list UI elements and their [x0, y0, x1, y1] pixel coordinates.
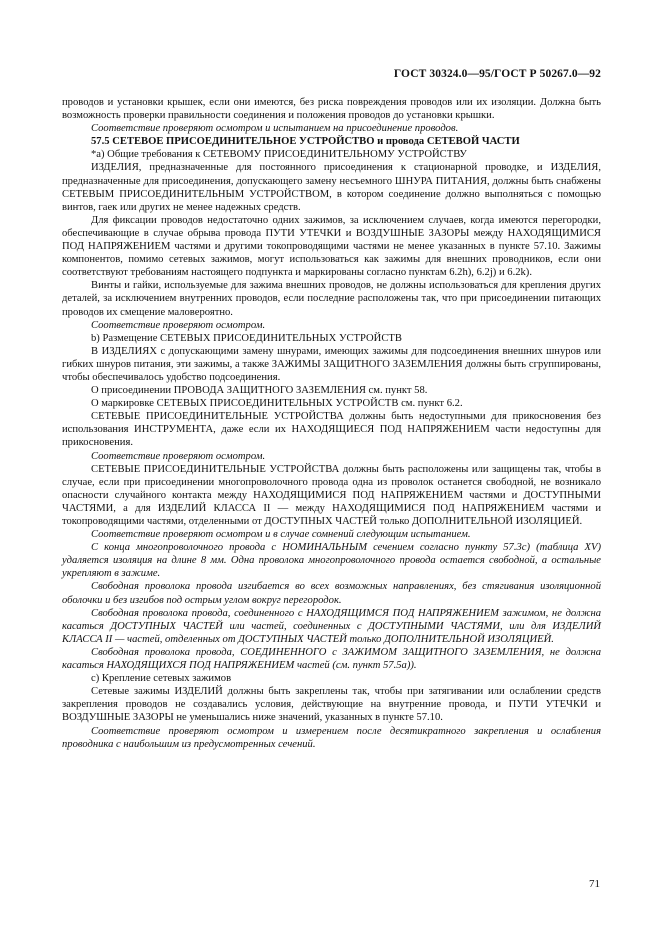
section-heading: 57.5 СЕТЕВОЕ ПРИСОЕДИНИТЕЛЬНОЕ УСТРОЙСТВО и провода СЕТЕВОЙ ЧАСТИ — [91, 136, 520, 148]
paragraph: Свободная проволока провода изгибается во всех возможных направлениях, без стягивания изоляционной оболочки и без изгибов под острым углом вокруг перегородок. — [62, 581, 601, 606]
paragraph: *а) Общие требования к СЕТЕВОМУ ПРИСОЕДИНИТЕЛЬНОМУ УСТРОЙСТВУ — [91, 149, 467, 161]
paragraph: Соответствие проверяют осмотром и измерением после десятикратного закрепления и ослабления проводника с наибольшим из предусмотренных сечений. — [62, 725, 601, 750]
paragraph: Свободная проволока провода, СОЕДИНЕННОГО с ЗАЖИМОМ ЗАЩИТНОГО ЗАЗЕМЛЕНИЯ, не должна касаться НАХОДЯЩИХСЯ ПОД НАПРЯЖЕНИЕМ частей (см. пункт 57.5а)). — [62, 646, 601, 672]
paragraph: С конца многопроволочного провода с НОМИНАЛЬНЫМ сечением согласно пункту 57.3с) (таблица XV) удаляется изоляция на длине 8 мм. Одна проволока многопроволочного провода остается свободной, а остальные укрепляют в зажиме. — [62, 542, 601, 580]
document-body — [62, 96, 601, 751]
paragraph: СЕТЕВЫЕ ПРИСОЕДИНИТЕЛЬНЫЕ УСТРОЙСТВА должны быть недоступными для прикосновения без использования ИНСТРУМЕНТА, даже если их НАХОДЯЩИЕСЯ ПОД НАПРЯЖЕНИЕМ части недоступны для прикосновения. — [62, 411, 601, 449]
paragraph: О маркировке СЕТЕВЫХ ПРИСОЕДИНИТЕЛЬНЫХ УСТРОЙСТВ см. пункт 6.2. — [91, 398, 463, 410]
standard-reference-header: ГОСТ 30324.0—95/ГОСТ Р 50267.0—92 — [393, 68, 601, 80]
paragraph: Свободная проволока провода, соединенного с НАХОДЯЩИМСЯ ПОД НАПРЯЖЕНИЕМ зажимом, не должна касаться ДОСТУПНЫХ ЧАСТЕЙ или частей, соединенных с ДОСТУПНЫМИ ЧАСТЯМИ, или для ИЗДЕЛИЙ КЛАССА II — частей, отделенных от ДОСТУПНЫХ ЧАСТЕЙ только ДОПОЛНИТЕЛЬНОЙ ИЗОЛЯЦИЕЙ. — [62, 607, 601, 645]
paragraph: проводов и установки крышек, если они имеются, без риска повреждения проводов или их изоляции. Должна быть возможность проверки правильности соединения и положения проводов до установки крышки. — [62, 97, 601, 122]
paragraph: Соответствие проверяют осмотром. — [91, 450, 266, 462]
paragraph: Для фиксации проводов недостаточно одних зажимов, за исключением случаев, когда имеются перегородки, обеспечивающие в случае обрыва провода ПУТИ УТЕЧКИ и ВОЗДУШНЫЕ ЗАЗОРЫ между НАХОДЯЩИМИСЯ ПОД НАПРЯЖЕНИЕМ частями и другими токопроводящими частями не менее указанных в пункте 57.10. Зажимы компонентов, помимо сетевых зажимов, могут использоваться как зажимы для внешних проводников, если они соответствуют требованиям настоящего подпункта и маркированы согласно пунктам 6.2h), 6.2j) и 6.2k). — [62, 214, 601, 279]
paragraph: О присоединении ПРОВОДА ЗАЩИТНОГО ЗАЗЕМЛЕНИЯ см. пункт 58. — [91, 385, 428, 397]
paragraph: Соответствие проверяют осмотром и испытанием на присоединение проводов. — [91, 123, 459, 135]
paragraph: Соответствие проверяют осмотром. — [91, 319, 266, 331]
paragraph: Соответствие проверяют осмотром и в случае сомнений следующим испытанием. — [91, 529, 471, 541]
paragraph: ИЗДЕЛИЯ, предназначенные для постоянного присоединения к стационарной проводке, и ИЗДЕЛИЯ, предназначенные для присоединения, допускающего замену несъемного ШНУРА ПИТАНИЯ, должны быть снабжены СЕТЕВЫМ ПРИСОЕДИНИТЕЛЬНЫМ УСТРОЙСТВОМ, в котором соединение должно выполняться с помощью винтов, гаек или других не менее надежных средств. — [62, 162, 601, 213]
paragraph: СЕТЕВЫЕ ПРИСОЕДИНИТЕЛЬНЫЕ УСТРОЙСТВА должны быть расположены или защищены так, чтобы в случае, если при присоединении многопроволочного провода одна из проволок останется свободной, не возникало опасности случайного контакта между НАХОДЯЩИМИСЯ ПОД НАПРЯЖЕНИЕМ частями и ДОСТУПНЫМИ ЧАСТЯМИ, а для ИЗДЕЛИЙ КЛАССА II — между НАХОДЯЩИМИСЯ ПОД НАПРЯЖЕНИЕМ частями и токопроводящими частями, отделенными от ДОСТУПНЫХ ЧАСТЕЙ только ДОПОЛНИТЕЛЬНОЙ ИЗОЛЯЦИЕЙ. — [62, 463, 601, 527]
paragraph: Сетевые зажимы ИЗДЕЛИЙ должны быть закреплены так, чтобы при затягивании или ослаблении средств закрепления проводов не создавались условия, действующие на внутренние провода, и ПУТИ УТЕЧКИ и ВОЗДУШНЫЕ ЗАЗОРЫ не уменьшались ниже значений, указанных в пункте 57.10. — [62, 686, 601, 724]
subsection-heading: с) Крепление сетевых зажимов — [91, 673, 232, 685]
paragraph: Винты и гайки, используемые для зажима внешних проводов, не должны использоваться для крепления других деталей, за исключением внутренних проводов, если последние расположены так, что при присоединении питающих проводов их смещение маловероятно. — [62, 280, 601, 318]
paragraph: В ИЗДЕЛИЯХ с допускающими замену шнурами, имеющих зажимы для подсоединения внешних шнуров или гибких шнуров питания, эти зажимы, а также ЗАЖИМЫ ЗАЩИТНОГО ЗАЗЕМЛЕНИЯ должны быть сгруппированы, чтобы обеспечивалось удобство подсоединения. — [62, 345, 601, 383]
subsection-heading: b) Размещение СЕТЕВЫХ ПРИСОЕДИНИТЕЛЬНЫХ УСТРОЙСТВ — [91, 332, 402, 344]
page-number: 71 — [589, 878, 600, 890]
